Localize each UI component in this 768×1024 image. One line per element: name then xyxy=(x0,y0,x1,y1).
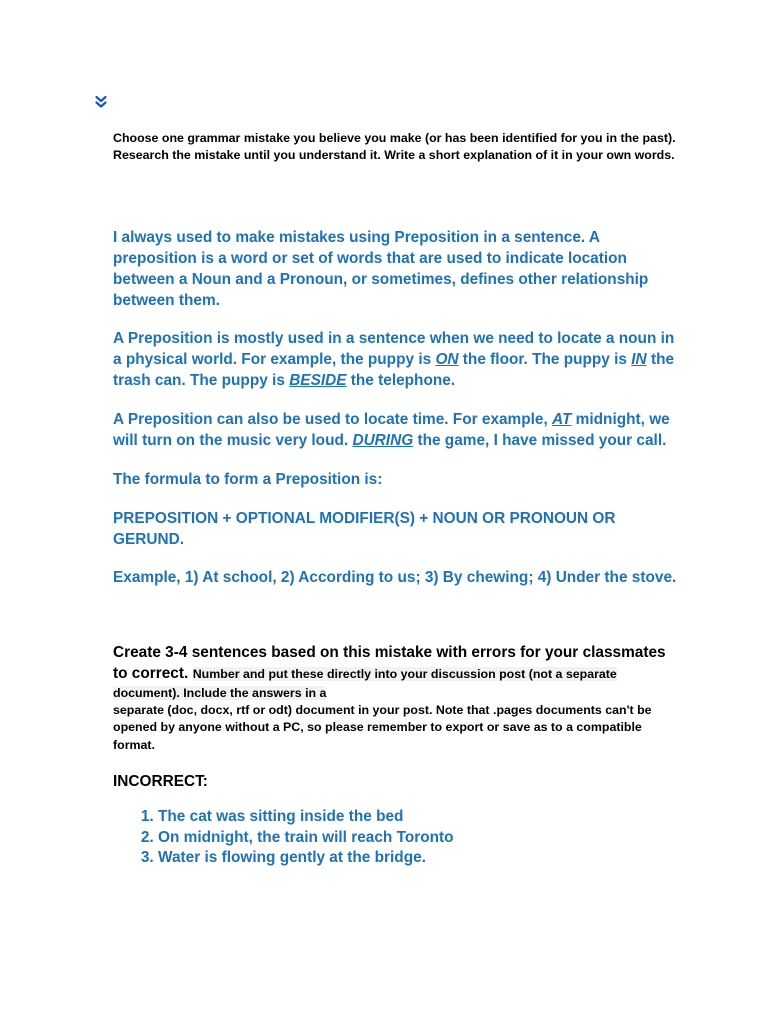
list-item: 2. On midnight, the train will reach Toronto xyxy=(158,828,678,849)
answer-paragraph-place xyxy=(113,328,678,391)
answer-paragraph-time xyxy=(113,409,678,451)
example-preposition-during: DURING xyxy=(352,432,414,449)
text-run: A Preposition can also be used to locate time. For example, xyxy=(113,411,553,428)
example-preposition-on: ON xyxy=(435,351,459,368)
text-run: the telephone. xyxy=(346,372,456,389)
text-run: the trash can. The puppy is xyxy=(113,351,675,389)
create-instructions-rest: separate (doc, docx, rtf or odt) document in your post. Note that .pages documents can't be opened by anyone without a PC, so please remember to export or save as to a compatible format. xyxy=(113,703,652,752)
text-run: the game, I have missed your call. xyxy=(413,432,667,449)
text-run: the floor. The puppy is xyxy=(458,351,632,368)
create-instructions-highlighted: Number and put these directly into your discussion post (not a separate document). Include the answers in a xyxy=(113,667,617,700)
create-instructions xyxy=(113,642,678,754)
text-run: midnight, we will turn on the music very loud. xyxy=(113,411,670,449)
answer-paragraph-intro: I always used to make mistakes using Preposition in a sentence. A preposition is a word or set of words that are used to indicate location between a Noun and a Pronoun, or sometimes, defines other relationship between them. xyxy=(113,229,649,309)
example-preposition-in: IN xyxy=(631,351,647,368)
answer-formula: PREPOSITION + OPTIONAL MODIFIER(S) + NOUN OR PRONOUN OR GERUND. xyxy=(113,510,616,548)
incorrect-sentence-list xyxy=(113,807,678,869)
list-item: 1. The cat was sitting inside the bed xyxy=(158,807,678,828)
answer-formula-intro: The formula to form a Preposition is: xyxy=(113,471,383,488)
example-preposition-at: AT xyxy=(552,411,572,428)
document-body xyxy=(113,130,678,869)
list-item: 3. Water is flowing gently at the bridge. xyxy=(158,848,678,869)
example-preposition-beside: BESIDE xyxy=(289,372,347,389)
incorrect-heading: INCORRECT: xyxy=(113,772,208,790)
double-chevron-down-icon[interactable] xyxy=(94,95,108,109)
create-lead: Create 3-4 sentences based on this mistake with errors for your classmates to correct. xyxy=(113,644,666,682)
text-run: A Preposition is mostly used in a sentence when we need to locate a noun in a physical world. For example, the puppy is xyxy=(113,330,675,368)
assignment-prompt: Choose one grammar mistake you believe you make (or has been identified for you in the past). Research the mistake until you understand it. Write a short explanation of it in your own words. xyxy=(113,131,676,162)
answer-examples: Example, 1) At school, 2) According to us; 3) By chewing; 4) Under the stove. xyxy=(113,569,677,586)
